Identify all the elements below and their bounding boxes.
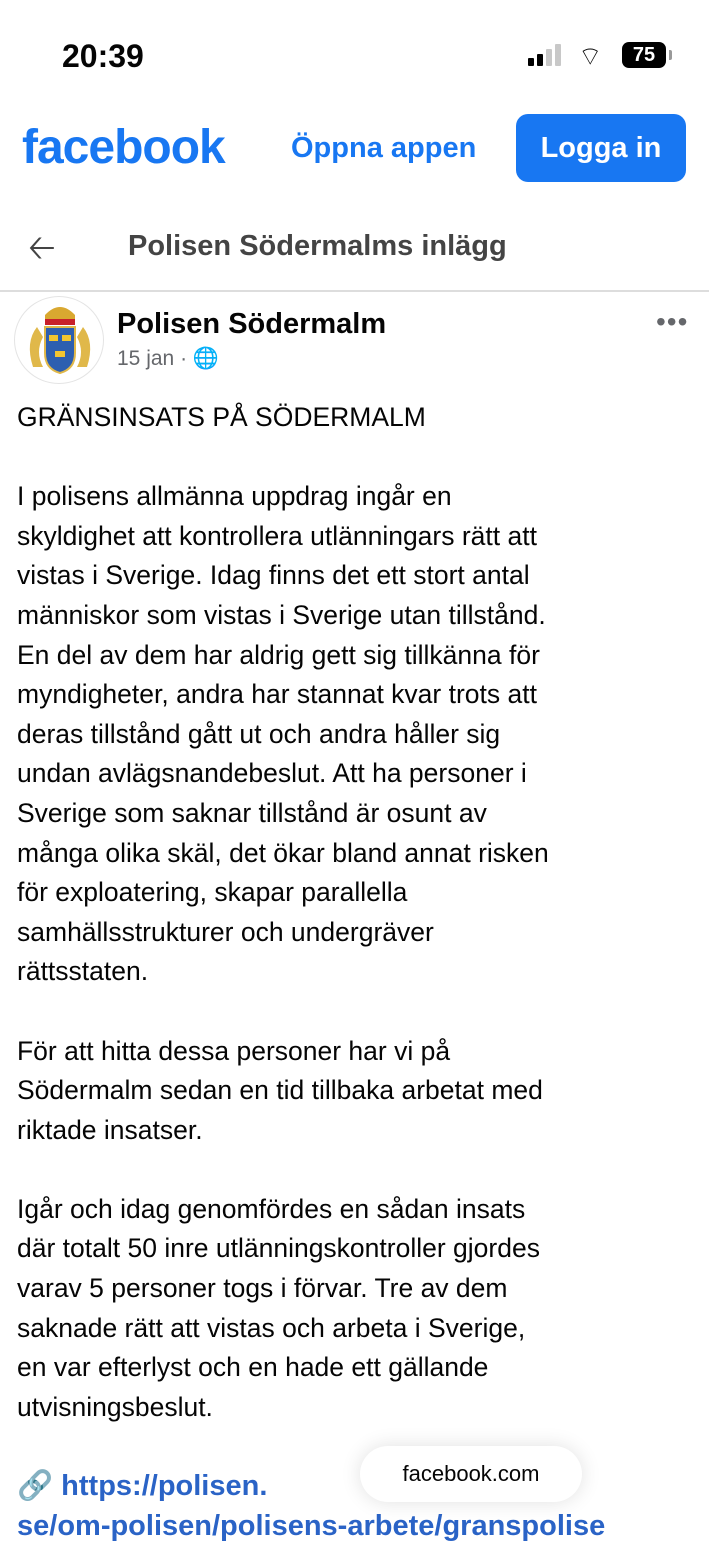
back-arrow-icon[interactable]: 🡠 <box>28 229 56 267</box>
police-crest-icon <box>15 297 104 384</box>
separator: · <box>180 347 188 370</box>
status-bar <box>0 0 709 100</box>
cellular-signal-icon <box>528 44 561 66</box>
facebook-logo[interactable]: facebook <box>22 121 225 174</box>
post-text-line: utvisningsbeslut. <box>17 1391 213 1422</box>
post-text-line: I polisens allmänna uppdrag ingår en <box>17 481 452 512</box>
clock: 20:39 <box>62 38 144 74</box>
open-app-link[interactable]: Öppna appen <box>291 132 477 164</box>
post-author[interactable]: Polisen Södermalm <box>117 308 387 340</box>
post-text-line: GRÄNSINSATS PÅ SÖDERMALM <box>17 402 426 432</box>
post-link-continued[interactable]: se/om-polisen/polisens-arbete/granspolise <box>17 1509 606 1542</box>
login-button[interactable]: Logga in <box>516 114 686 182</box>
wifi-icon: ⌔ <box>578 41 603 71</box>
post-text-line: undan avlägsnandebeslut. Att ha personer i <box>17 758 527 789</box>
url-pill[interactable]: facebook.com <box>360 1446 582 1502</box>
post-text-line <box>17 992 707 1032</box>
post-text-line: Sverige som saknar tillstånd är osunt av <box>17 797 487 828</box>
link-text-1[interactable]: https://polisen. <box>61 1470 268 1503</box>
battery-icon: 75 <box>622 42 666 68</box>
post-text-line: en var efterlyst och en hade ett gällande <box>17 1352 489 1383</box>
post-text-line <box>17 1150 707 1190</box>
more-options-icon[interactable]: ••• <box>656 306 689 337</box>
post-text-line: vistas i Sverige. Idag finns det ett stort antal <box>17 560 530 591</box>
post-text-line: En del av dem har aldrig gett sig tillkänna för <box>17 639 540 670</box>
post-text-line: saknade rätt att vistas och arbeta i Sverige, <box>17 1312 526 1343</box>
post-text-line: där totalt 50 inre utlänningskontroller gjordes <box>17 1233 540 1264</box>
post-date[interactable]: 15 jan <box>117 347 175 370</box>
post-text-line: För att hitta dessa personer har vi på <box>17 1035 451 1066</box>
post-text-line: människor som vistas i Sverige utan tillstånd. <box>17 599 546 630</box>
page-title: Polisen Södermalms inlägg <box>128 230 507 262</box>
post-text-line: skyldighet att kontrollera utlänningars rätt att <box>17 520 537 551</box>
post-text-line: Igår och idag genomfördes en sådan insats <box>17 1193 526 1224</box>
post-text-line: för exploatering, skapar parallella <box>17 877 408 908</box>
post-text-line: Södermalm sedan en tid tillbaka arbetat med <box>17 1075 543 1106</box>
post-text-line: varav 5 personer togs i förvar. Tre av dem <box>17 1273 508 1304</box>
post-text-line: många olika skäl, det ökar bland annat risken <box>17 837 549 868</box>
post-text-line: deras tillstånd gått ut och andra håller sig <box>17 718 501 749</box>
author-avatar[interactable] <box>14 296 104 384</box>
post-text-line <box>17 438 707 478</box>
link-emoji: 🔗 <box>17 1470 54 1503</box>
post-text-line: riktade insatser. <box>17 1114 203 1145</box>
post-body <box>17 398 707 1546</box>
facebook-header <box>0 112 709 184</box>
post-meta <box>117 347 219 371</box>
globe-icon: 🌐 <box>192 347 220 370</box>
post-text-line: myndigheter, andra har stannat kvar trots att <box>17 679 537 710</box>
page-nav-bar <box>0 210 709 292</box>
post-text-line: samhällsstrukturer och undergräver <box>17 916 434 947</box>
post-text-line: rättsstaten. <box>17 956 149 987</box>
